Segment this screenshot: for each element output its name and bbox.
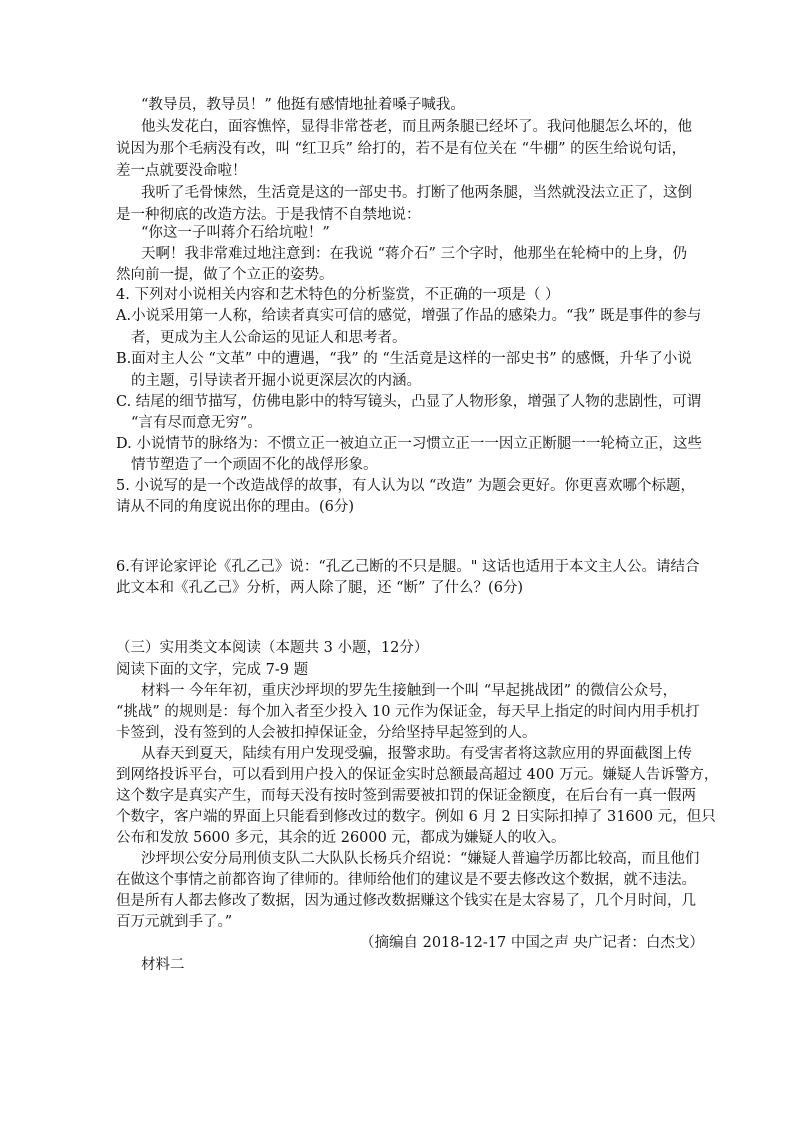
material-one-line: 百万元就到手了。” [116, 914, 233, 930]
source-citation: （摘编自 2018-12-17 中国之声 央广记者：白杰戈） [360, 935, 704, 951]
story-line: 他头发花白，面容憔悴，显得非常苍老，而且两条腿已经坏了。我问他腿怎么坏的，他 [141, 119, 692, 135]
option-c: “言有尽而意无穷”。 [131, 415, 262, 431]
story-line: 天啊！我非常难过地注意到：在我说 “蒋介石” 三个字时，他那坐在轮椅中的上身，仍 [141, 246, 688, 262]
story-line: 我听了毛骨悚然，生活竟是这的一部史书。打断了他两条腿，当然就没法立正了，这倒 [141, 185, 692, 201]
section-heading: （三）实用类文本阅读（本题共 3 小题，12分） [116, 640, 429, 656]
story-line: 说因为那个毛病没有改，叫 “红卫兵” 给打的，若不是有位关在 “牛棚” 的医生给说句话， [116, 141, 687, 157]
material-one-line: 从春天到夏天，陆续有用户发现受骗，报警求助。有受害者将这款应用的界面截图上传 [141, 746, 692, 762]
option-b: 的主题，引导读者开掘小说更深层次的内涵。 [131, 373, 421, 389]
question-4-stem: 4. 下列对小说相关内容和艺术特色的分析鉴赏，不正确的一项是（ ） [116, 287, 560, 303]
option-d: D. 小说情节的脉络为：不惯立正一被迫立正一习惯立正一一因立正断腿一一轮椅立正，这些 [116, 436, 702, 452]
material-one-line: 卡签到，没有签到的人会被扣掉保证金，分给坚持早起签到的人。 [116, 725, 537, 741]
question-6: 6.有评论家评论《孔乙己》说：“孔乙己断的不只是腿。" 这话也适用于本文主人公。请结合 [116, 559, 700, 575]
story-line: 是一种彻底的改造方法。于是我情不自禁地说： [116, 207, 421, 223]
option-a: 者，更成为主人公命运的见证人和思考者。 [131, 330, 407, 346]
question-5: 请从不同的角度说出你的理由。(6分) [116, 499, 355, 515]
material-one-line: 个数字，客户端的界面上只能看到修改过的数字。例如 6 月 2 日实际扣掉了 31600 元，但只 [116, 809, 716, 825]
question-6: 此文本和《孔乙己》分析，两人除了腿，还 “断” 了什么？(6分) [116, 580, 524, 596]
option-c: C. 结尾的细节描写，仿佛电影中的特写镜头，凸显了人物形象，增强了人物的悲剧性，可谓 [116, 394, 702, 410]
story-line: 然向前一提，做了个立正的姿势。 [116, 267, 334, 283]
material-one-line: 这个数字是真实产生，而每天没有按时签到需要被扣罚的保证金额度，在后台有一真一假两 [116, 788, 696, 804]
material-one-line: 沙坪坝公安分局刑侦支队二大队队长杨兵介绍说：“嫌疑人普遍学历都比较高，而且他们 [141, 851, 700, 867]
option-d: 情节塑造了一个顽固不化的战俘形象。 [131, 457, 378, 473]
question-5: 5. 小说写的是一个改造战俘的故事，有人认为以 “改造” 为题会更好。你更喜欢哪个标题， [116, 478, 695, 494]
material-one-line: 但是所有人都去修改了数据，因为通过修改数据赚这个钱实在是太容易了，几个月时间，几 [116, 893, 696, 909]
story-line: “你这一子叫蒋介石给坑啦！” [141, 225, 330, 241]
material-one-line: “挑战” 的规则是：每个加入者至少投入 10 元作为保证金，每天早上指定的时间内用手机打 [116, 704, 700, 720]
material-two-label: 材料二 [141, 957, 185, 973]
material-one-line: 公布和发放 5600 多元，其余的近 26000 元，都成为嫌疑人的收入。 [116, 830, 566, 846]
material-one-line: 材料一 今年年初，重庆沙坪坝的罗先生接触到一个叫 “早起挑战团” 的微信公众号， [141, 683, 678, 699]
story-line: “教导员，教导员！” 他挺有感情地扯着嗓子喊我。 [141, 97, 465, 113]
story-line: 差一点就要没命啦！ [116, 163, 247, 179]
material-one-line: 在做这个事情之前都咨询了律师的。律师给他们的建议是不要去修改这个数据，就不违法。 [116, 872, 696, 888]
option-a: A.小说采用第一人称，给读者真实可信的感觉，增强了作品的感染力。“我” 既是事件的参与 [116, 308, 702, 324]
option-b: B.面对主人公 “文革” 中的遭遇，“我” 的 “生活竟是这样的一部史书” 的感慨，升华了小说 [116, 351, 692, 367]
section-instruction: 阅读下面的文字，完成 7-9 题 [116, 662, 309, 678]
material-one-line: 到网络投诉平台，可以看到用户投入的保证金实时总额最高超过 400 万元。嫌疑人告诉警方， [116, 767, 719, 783]
